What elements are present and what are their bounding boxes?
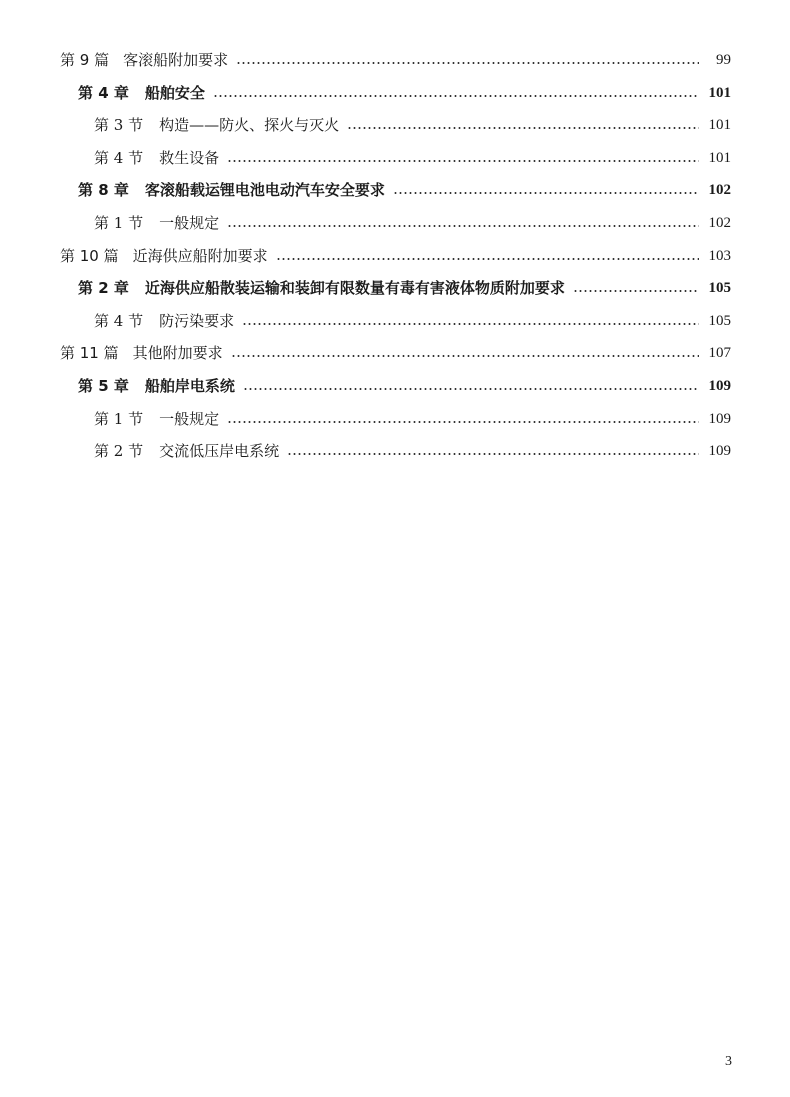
toc-entry-number: 第 2 章 <box>78 279 129 297</box>
toc-entry-number: 第 2 节 <box>94 442 144 460</box>
toc-entry-page: 99 <box>716 52 731 68</box>
toc-entry-section[interactable] <box>94 210 731 236</box>
toc-entry-page: 109 <box>708 378 731 394</box>
dot-leader <box>287 453 699 455</box>
toc-entry-page: 101 <box>708 150 731 166</box>
toc-entry-title: 近海供应船附加要求 <box>132 247 268 265</box>
toc-entry-title: 客滚船载运锂电池电动汽车安全要求 <box>144 181 385 199</box>
toc-entry-chapter[interactable] <box>78 80 731 106</box>
toc-entry-title: 客滚船附加要求 <box>123 51 229 69</box>
toc-entry-chapter[interactable] <box>78 275 731 301</box>
toc-entry-title: 交流低压岸电系统 <box>159 442 280 460</box>
dot-leader <box>242 323 699 325</box>
toc-entry-number: 第 4 节 <box>94 149 144 167</box>
toc-entry-title: 船舶安全 <box>144 84 205 102</box>
toc-entry-number: 第 8 章 <box>78 181 129 199</box>
dot-leader <box>236 62 699 64</box>
toc-entry-section[interactable] <box>94 438 731 464</box>
dot-leader <box>227 421 699 423</box>
toc-entry-title: 一般规定 <box>159 410 220 428</box>
toc-entry-page: 109 <box>708 411 731 427</box>
toc-entry-page: 101 <box>708 117 731 133</box>
toc-entry-title: 一般规定 <box>159 214 220 232</box>
toc-entry-number: 第 4 节 <box>94 312 144 330</box>
toc-entry-page: 103 <box>708 248 731 264</box>
toc-entry-title: 近海供应船散装运输和装卸有限数量有毒有害液体物质附加要求 <box>144 279 565 297</box>
toc-entry-section[interactable] <box>94 406 731 432</box>
dot-leader <box>347 127 699 129</box>
dot-leader <box>227 160 699 162</box>
dot-leader <box>243 388 699 390</box>
toc-entry-number: 第 11 篇 <box>60 344 119 362</box>
toc-entry-part[interactable] <box>60 340 731 366</box>
toc-entry-part[interactable] <box>60 243 731 269</box>
toc-entry-number: 第 5 章 <box>78 377 129 395</box>
toc-entry-page: 109 <box>708 443 731 459</box>
toc-entry-page: 105 <box>708 313 731 329</box>
toc-entry-title: 构造——防火、探火与灭火 <box>159 116 340 134</box>
toc-entry-number: 第 1 节 <box>94 214 144 232</box>
dot-leader <box>213 95 699 97</box>
dot-leader <box>227 225 699 227</box>
toc-entry-number: 第 10 篇 <box>60 247 119 265</box>
toc-entry-title: 防污染要求 <box>159 312 235 330</box>
toc-entry-number: 第 4 章 <box>78 84 129 102</box>
toc-entry-chapter[interactable] <box>78 177 731 203</box>
toc-entry-section[interactable] <box>94 308 731 334</box>
toc-entry-number: 第 1 节 <box>94 410 144 428</box>
toc-entry-title: 船舶岸电系统 <box>144 377 235 395</box>
toc-entry-title: 其他附加要求 <box>132 344 223 362</box>
page-number: 3 <box>725 1054 732 1069</box>
toc-entry-number: 第 3 节 <box>94 116 144 134</box>
dot-leader <box>276 258 699 260</box>
toc-entry-section[interactable] <box>94 145 731 171</box>
dot-leader <box>231 355 699 357</box>
dot-leader <box>573 290 699 292</box>
toc-entry-chapter[interactable] <box>78 373 731 399</box>
toc-entry-page: 102 <box>708 182 731 198</box>
toc-entry-number: 第 9 篇 <box>60 51 110 69</box>
toc-entry-title: 救生设备 <box>159 149 220 167</box>
toc-entry-part[interactable] <box>60 47 731 73</box>
dot-leader <box>393 192 699 194</box>
toc-entry-page: 102 <box>708 215 731 231</box>
toc-entry-section[interactable] <box>94 112 731 138</box>
toc-entry-page: 107 <box>708 345 731 361</box>
toc-entry-page: 105 <box>708 280 731 296</box>
toc-entry-page: 101 <box>708 85 731 101</box>
